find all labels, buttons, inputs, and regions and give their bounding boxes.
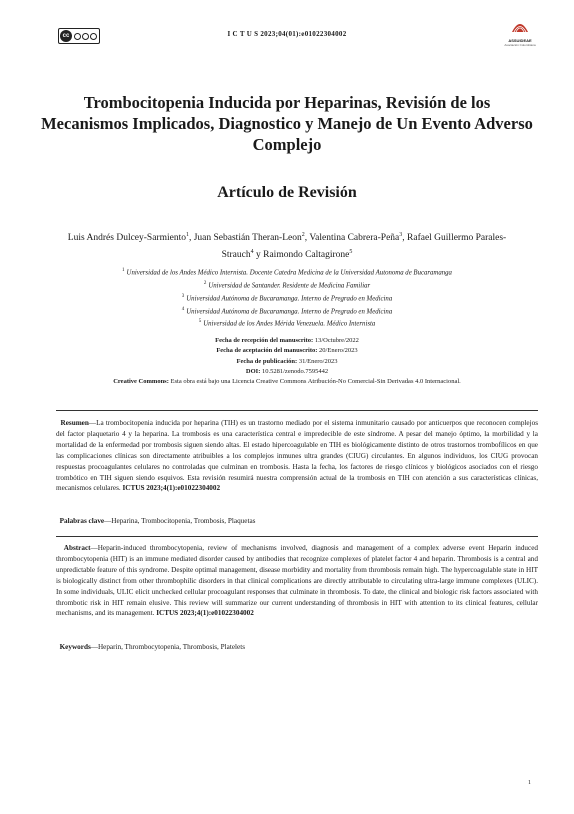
divider bbox=[56, 410, 538, 411]
keywords-text: —Heparin, Thrombocytopenia, Thrombosis, Platelets bbox=[90, 643, 245, 651]
author: Juan Sebastián Theran-Leon$^2$, bbox=[193, 232, 310, 244]
palabras-clave-text: —Heparina, Trombocitopenia, Trombosis, Plaquetas bbox=[104, 517, 256, 525]
logo-subtitle: Asociación Colombiana bbox=[504, 43, 536, 47]
publication-dates bbox=[40, 336, 534, 387]
palabras-clave-heading: Palabras clave bbox=[59, 517, 105, 525]
article-title: Trombocitopenia Inducida por Heparinas, Revisión de los Mecanismos Implicados, Diagnostico y Manejo de Un Evento Adverso Complejo bbox=[41, 93, 533, 154]
abstract-text: —Heparin-induced thrombocytopenia, review of mechanisms involved, diagnosis and management of a complex adverse event Heparin induced thrombocytopenia (HIT) is an immune mediated disorder caused by antibodies that recognize complexes of platelet factor 4 and heparin. Thrombosis is a central and unpredictable feature of this syndrome. Despite optimal management, disease morbidity and mortality from thrombosis remain high. The hypercoagulable state in HIT is biologically distinct from other thrombophilic disorders in that clinical complications are directly attributable to circulating ultra-large immune complexes (ULIC). In some individuals, ULIC elicit unchecked cellular procoagulant responses that culminate in thrombosis. To date, the clinical and biologic risk factors associated with thrombotic risk in HIT remain elusive. This review will summarize our current understanding of thrombosis in HIT with attention to its clinical features, cellular mechanisms, and its management. bbox=[56, 544, 538, 618]
logo-name: ASSUIDEAE bbox=[508, 38, 532, 43]
cc-icon: cc bbox=[60, 30, 72, 42]
page-number: 1 bbox=[528, 780, 531, 786]
author: Rafael Guillermo Parales-Strauch$^4$ y bbox=[221, 233, 507, 261]
affiliation: $^3$ Universidad Autónoma de Bucaramanga. Interno de Pregrado en Medicina bbox=[181, 293, 393, 302]
keywords bbox=[56, 642, 538, 652]
received-date: Fecha de recepción del manuscrito: 13/Octubre/2022 bbox=[215, 337, 359, 344]
author-list bbox=[58, 228, 516, 262]
accepted-date: Fecha de aceptación del manuscrito: 20/Enero/2023 bbox=[216, 347, 358, 355]
resumen-heading: Resumen bbox=[60, 419, 89, 427]
abstract bbox=[56, 543, 538, 619]
journal-citation: I C T U S 2023;04(01):e01022304002 bbox=[227, 30, 347, 38]
doi: DOI: 10.5281/zenodo.7595442 bbox=[245, 367, 329, 375]
keywords-heading: Keywords bbox=[59, 643, 91, 651]
affiliation: $^4$ Universidad Autónoma de Bucaramanga. Interno de Pregrado en Medicina bbox=[181, 306, 393, 315]
affiliation: $^5$ Universidad de los Andes Mérida Venezuela. Médico Internista bbox=[198, 319, 376, 328]
author: Valentina Cabrera-Peña$^3$, bbox=[309, 232, 408, 244]
journal-logo bbox=[502, 20, 538, 47]
affiliation-list bbox=[40, 266, 534, 330]
resumen-citation: ICTUS 2023;4(1):e01022304002 bbox=[122, 484, 221, 493]
palabras-clave bbox=[56, 516, 538, 526]
logo-emblem-icon bbox=[511, 20, 529, 33]
abstract-citation: ICTUS 2023;4(1):e01022304002 bbox=[156, 609, 254, 618]
author: Raimondo Caltagirone$^5$ bbox=[263, 249, 353, 261]
article-type: Artículo de Revisión bbox=[217, 184, 357, 201]
divider bbox=[56, 536, 538, 537]
abstract-heading: Abstract bbox=[63, 544, 91, 552]
affiliation: $^2$ Universidad de Santander. Residente de Medicina Familiar bbox=[203, 280, 371, 290]
author: Luis Andrés Dulcey-Sarmiento$^1$, bbox=[67, 232, 194, 244]
resumen bbox=[56, 418, 538, 494]
published-date: Fecha de publicación: 31/Enero/2023 bbox=[236, 357, 338, 365]
license-statement: Creative Commons: Esta obra está bajo una Licencia Creative Commons Atribución-No Comercial-Sin Derivadas 4.0 Internacional. bbox=[113, 378, 461, 386]
affiliation: $^1$ Universidad de los Andes Médico Internista. Docente Catedra Medicina de la Universidad Autonoma de Bucaramanga bbox=[122, 268, 452, 277]
resumen-text: —La trombocitopenia inducida por heparina (TIH) es un trastorno mediado por el sistema inmunitario causado por anticuerpos que reconocen complejos del factor plaquetario 4 y la heparina. La trombosis es una característica central e impredecible de este síndrome. A pesar del manejo óptimo, la morbilidad y la mortalidad de la enfermedad por trombosis siguen siendo altas. El estado hipercoagulable en TIH es biológicamente distinto de otros trastornos trombofílicos en que las complicaciones clínicas son directamente atribuibles a los complejos inmunes ultra grandes (CIUG) circulantes. En algunos individuos, los CIUG provocan respuestas procoagulantes celulares no controladas que culminan en trombosis. Hasta la fecha, los factores de riesgo clínicos y biológicos asociados con el riesgo trombótico en TIH siguen siendo esquivos. Esta revisión resumirá nuestra comprensión actual de la trombosis en TIH con atención a sus características clínicas, mecanismos celulares. bbox=[56, 419, 539, 493]
